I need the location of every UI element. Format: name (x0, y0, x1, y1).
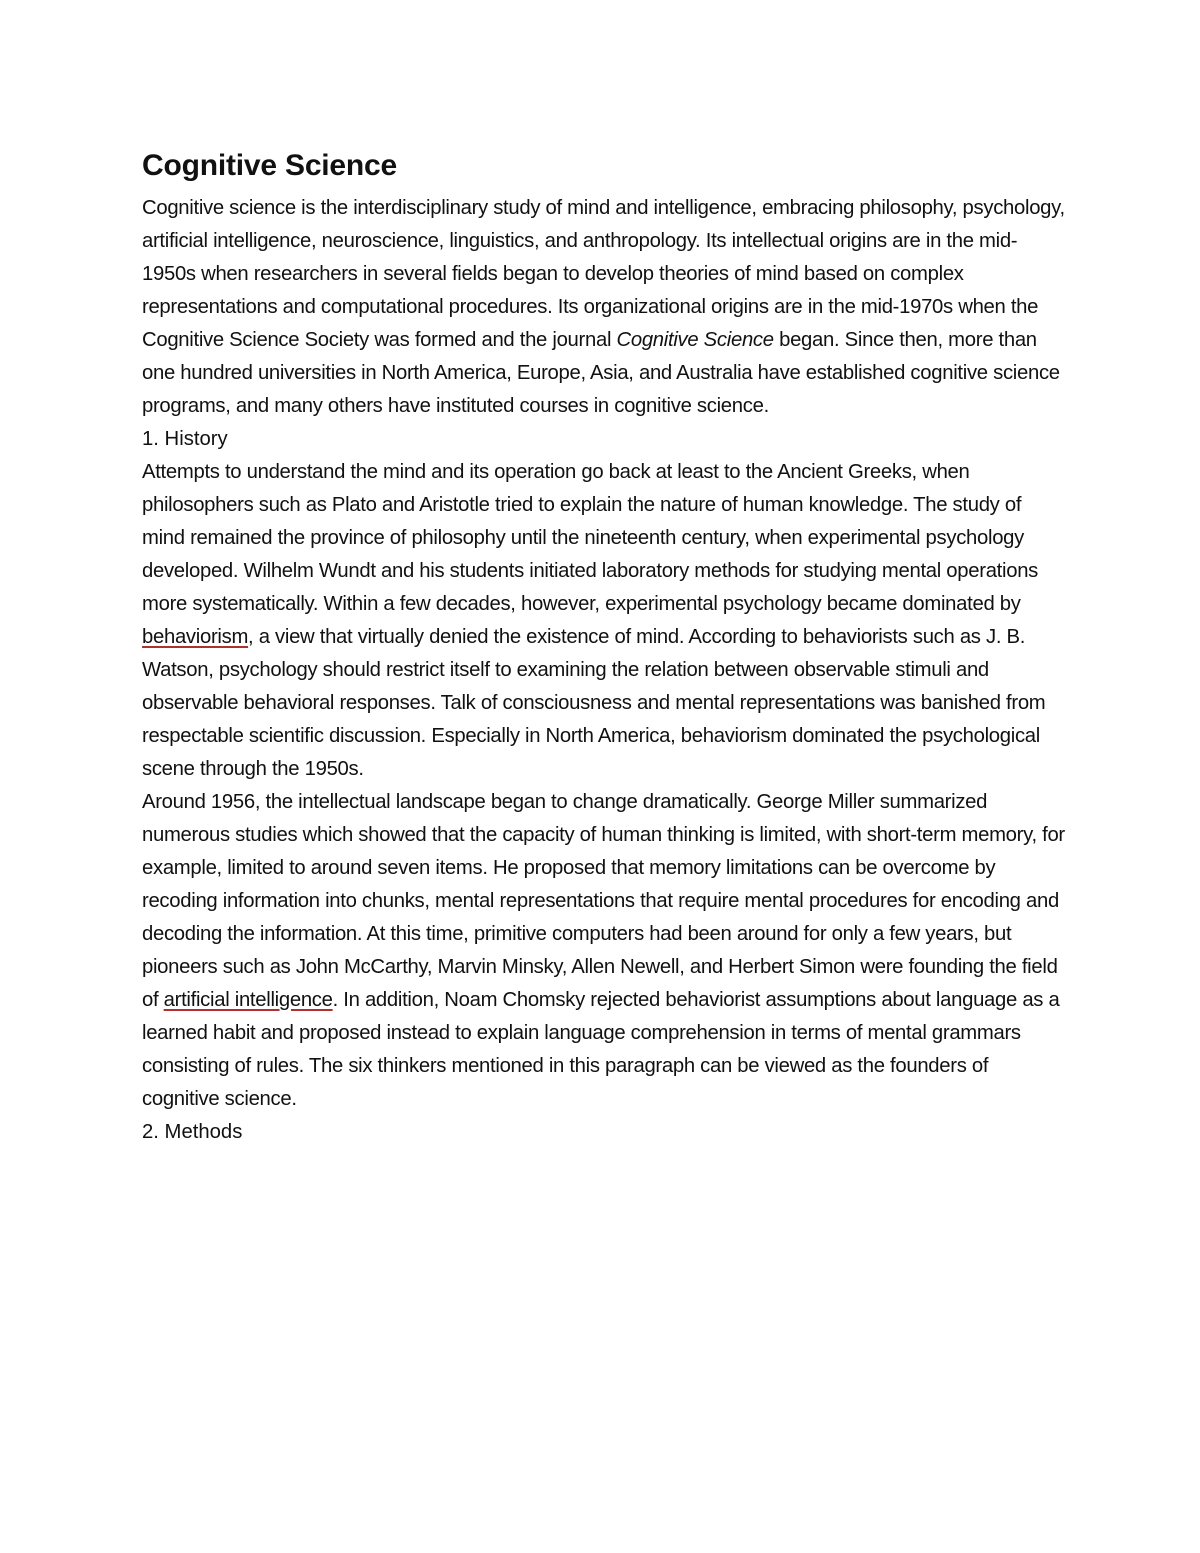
history-paragraph-1 (142, 456, 1067, 786)
behaviorism-link[interactable]: behaviorism (142, 626, 249, 648)
document-title: Cognitive Science (142, 149, 398, 182)
history-p2-part2: . In addition, Noam Chomsky rejected behaviorist assumptions about language as a learned habit and proposed instead to explain language comprehension in terms of mental grammars consisting of rules. The six thinkers mentioned in this paragraph can be viewed as the founders of cognitive science. (142, 989, 1060, 1110)
history-paragraph-2 (142, 786, 1067, 1116)
intro-text-part2: began. Since then, more than one hundred universities in North America, Europe, Asia, and Australia have established cognitive science programs, and many others have instituted courses in cognitive science. (142, 329, 1060, 417)
intro-paragraph (142, 192, 1067, 423)
intro-text-part1: Cognitive science is the interdisciplinary study of mind and intelligence, embracing philosophy, psychology, artificial intelligence, neuroscience, linguistics, and anthropology. Its intellectual origins are in the mid-1950s when researchers in several fields began to develop theories of mind based on complex representations and computational procedures. Its organizational origins are in the mid-1970s when the Cognitive Science Society was formed and the journal (142, 197, 1065, 351)
section-heading-history: 1. History (142, 428, 228, 450)
document-content (142, 140, 1067, 1149)
journal-name: Cognitive Science (616, 329, 774, 351)
artificial-intelligence-link[interactable]: artificial intelligence (163, 989, 333, 1011)
history-p1-part2: , a view that virtually denied the existence of mind. According to behaviorists such as J. B. Watson, psychology should restrict itself to examining the relation between observable stimuli and observable behavioral responses. Talk of consciousness and mental representations was banished from respectable scientific discussion. Especially in North America, behaviorism dominated the psychological scene through the 1950s. (142, 626, 1046, 780)
section-heading-methods: 2. Methods (142, 1121, 243, 1143)
history-p2-part1: Around 1956, the intellectual landscape began to change dramatically. George Miller summarized numerous studies which showed that the capacity of human thinking is limited, with short-term memory, for example, limited to around seven items. He proposed that memory limitations can be overcome by recoding information into chunks, mental representations that require mental procedures for encoding and decoding the information. At this time, primitive computers had been around for only a few years, but pioneers such as John McCarthy, Marvin Minsky, Allen Newell, and Herbert Simon were founding the field of (142, 791, 1065, 1011)
history-p1-part1: Attempts to understand the mind and its operation go back at least to the Ancient Greeks, when philosophers such as Plato and Aristotle tried to explain the nature of human knowledge. The study of mind remained the province of philosophy until the nineteenth century, when experimental psychology developed. Wilhelm Wundt and his students initiated laboratory methods for studying mental operations more systematically. Within a few decades, however, experimental psychology became dominated by (142, 461, 1039, 615)
